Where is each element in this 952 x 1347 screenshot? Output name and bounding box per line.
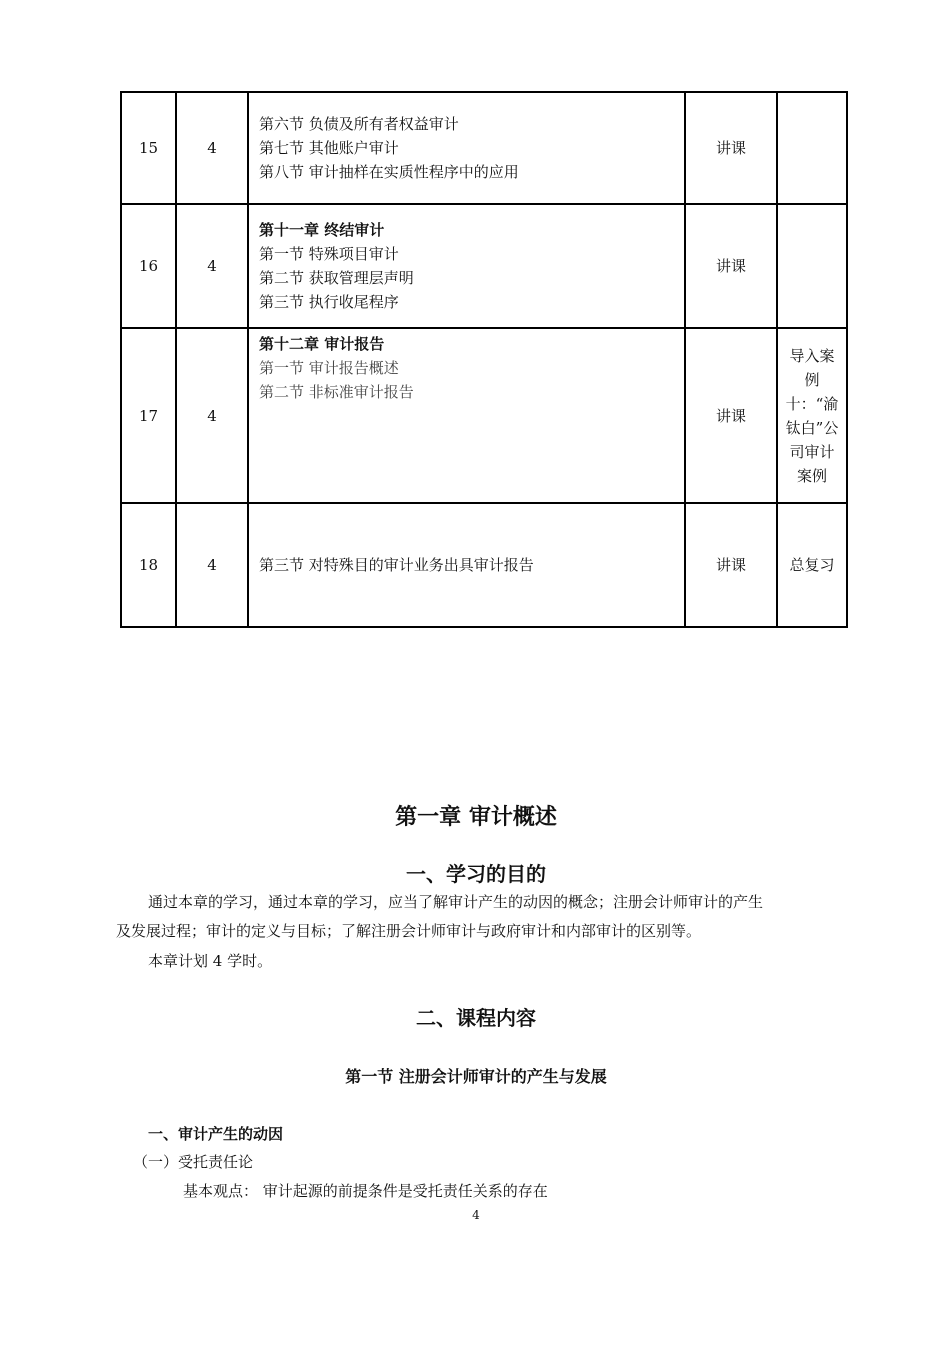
section-line: 第三节 对特殊目的审计业务出具审计报告 xyxy=(259,556,534,574)
section-line: 第六节 负债及所有者权益审计 xyxy=(259,115,459,133)
course-heading: 二、课程内容 xyxy=(416,1006,536,1030)
content-cell xyxy=(248,204,685,328)
table-row xyxy=(121,204,847,328)
week-cell: 17 xyxy=(121,328,176,503)
content-cell xyxy=(248,328,685,503)
hours-cell: 4 xyxy=(176,503,248,627)
section-line: 第一节 特殊项目审计 xyxy=(259,245,399,263)
method-cell: 讲课 xyxy=(685,92,777,204)
hours-cell: 4 xyxy=(176,92,248,204)
week-cell: 15 xyxy=(121,92,176,204)
theory-heading: （一）受托责任论 xyxy=(133,1153,254,1171)
hours-cell: 4 xyxy=(176,204,248,328)
chapter-title: 第十一章 终结审计 xyxy=(259,221,385,239)
content-cell xyxy=(248,503,685,627)
table-row xyxy=(121,503,847,627)
section-line: 第八节 审计抽样在实质性程序中的应用 xyxy=(259,163,519,181)
method-cell: 讲课 xyxy=(685,204,777,328)
sub-heading: 一、审计产生的动因 xyxy=(148,1125,284,1143)
table-row xyxy=(121,328,847,503)
hours-note: 本章计划 4 学时。 xyxy=(148,952,273,970)
purpose-paragraph-line-2: 及发展过程；审计的定义与目标；了解注册会计师审计与政府审计和内部审计的区别等。 xyxy=(116,922,702,940)
section-line: 第三节 执行收尾程序 xyxy=(259,293,399,311)
note-cell xyxy=(777,92,847,204)
week-cell: 18 xyxy=(121,503,176,627)
week-cell: 16 xyxy=(121,204,176,328)
content-cell xyxy=(248,92,685,204)
section-heading: 第一节 注册会计师审计的产生与发展 xyxy=(345,1067,607,1086)
section-line: 第二节 非标准审计报告 xyxy=(259,383,414,401)
note-cell xyxy=(777,328,847,503)
section-line: 第一节 审计报告概述 xyxy=(259,359,399,377)
table-row xyxy=(121,92,847,204)
method-cell: 讲课 xyxy=(685,503,777,627)
purpose-heading: 一、学习的目的 xyxy=(406,862,546,886)
purpose-paragraph-line-1: 通过本章的学习，通过本章的学习，应当了解审计产生的动因的概念；注册会计师审计的产生 xyxy=(148,893,764,911)
chapter-title: 第十二章 审计报告 xyxy=(259,335,385,353)
hours-cell: 4 xyxy=(176,328,248,503)
note-cell xyxy=(777,503,847,627)
note-cell xyxy=(777,204,847,328)
section-line: 第七节 其他账户审计 xyxy=(259,139,399,157)
page-number: 4 xyxy=(472,1208,480,1222)
section-line: 第二节 获取管理层声明 xyxy=(259,269,414,287)
basic-view: 基本观点： 审计起源的前提条件是受托责任关系的存在 xyxy=(183,1182,548,1200)
schedule-table xyxy=(120,91,848,628)
chapter-heading: 第一章 审计概述 xyxy=(395,805,557,830)
note-text: 总复习 xyxy=(789,556,835,574)
note-text: 导入案例十：“渝钛白”公司审计案例 xyxy=(785,346,839,485)
method-cell: 讲课 xyxy=(685,328,777,503)
